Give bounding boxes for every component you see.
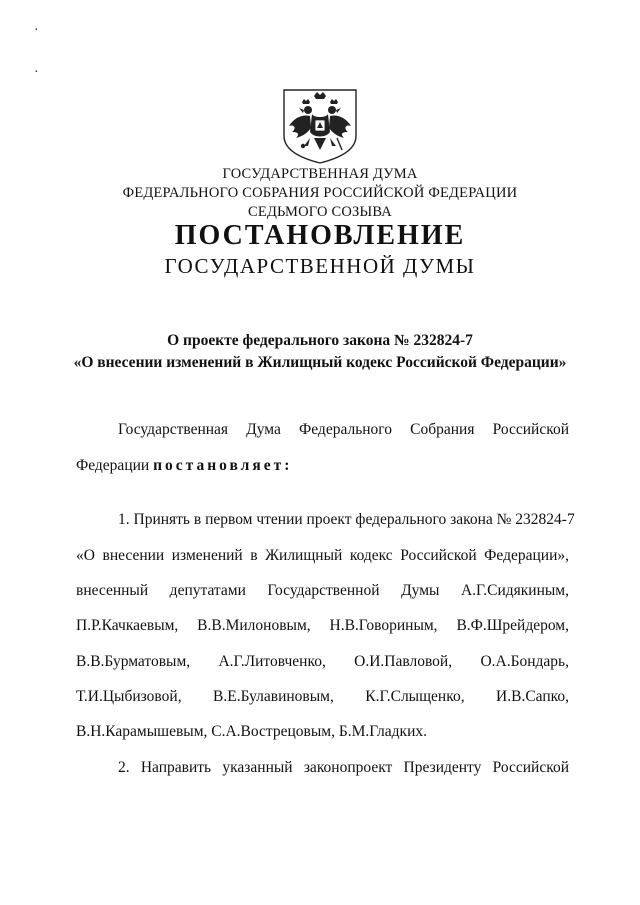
preamble-line-1: Государственная Дума Федерального Собрания Российской [118, 421, 569, 438]
item1-line-7: В.Н.Карамышевым, С.А.Вострецовым, Б.М.Гладких. [76, 723, 427, 740]
preamble-decree-word: постановляет: [153, 457, 293, 474]
subject-line-1: О проекте федерального закона № 232824-7 [167, 332, 473, 349]
header-line-duma: ГОСУДАРСТВЕННАЯ ДУМА [222, 166, 418, 182]
scan-speck-mark: · [34, 23, 39, 38]
double-headed-eagle-emblem-icon [280, 88, 360, 164]
item1-line-6: Т.И.Цыбизовой, В.Е.Булавиновым, К.Г.Слыщенко, И.В.Сапко, [76, 688, 569, 705]
document-subject [0, 330, 640, 374]
preamble-text: Федерации [76, 457, 154, 474]
scan-speck-mark: · [34, 65, 39, 80]
header-line-assembly: ФЕДЕРАЛЬНОГО СОБРАНИЯ РОССИЙСКОЙ ФЕДЕРАЦИИ [122, 185, 518, 201]
document-type-title: ПОСТАНОВЛЕНИЕ [174, 220, 466, 251]
subject-line-2: «О внесении изменений в Жилищный кодекс Российской Федерации» [73, 354, 567, 371]
item2-line-1: 2. Направить указанный законопроект Президенту Российской [118, 759, 569, 776]
item1-line-4: П.Р.Качкаевым, В.В.Милоновым, Н.В.Говориным, В.Ф.Шрейдером, [76, 617, 569, 634]
item1-line-1: 1. Принять в первом чтении проект федерального закона № 232824-7 [118, 511, 575, 528]
item1-line-2: «О внесении изменений в Жилищный кодекс Российской Федерации», [76, 547, 569, 564]
preamble-line-2 [76, 456, 569, 476]
document-issuer-subtitle: ГОСУДАРСТВЕННОЙ ДУМЫ [164, 254, 476, 278]
item1-line-5: В.В.Бурматовым, А.Г.Литовченко, О.И.Павловой, О.А.Бондарь, [76, 653, 569, 670]
item1-line-3: внесенный депутатами Государственной Думы А.Г.Сидякиным, [76, 582, 569, 599]
header-line-convocation: СЕДЬМОГО СОЗЫВА [248, 204, 392, 220]
issuing-body-header [0, 165, 640, 222]
